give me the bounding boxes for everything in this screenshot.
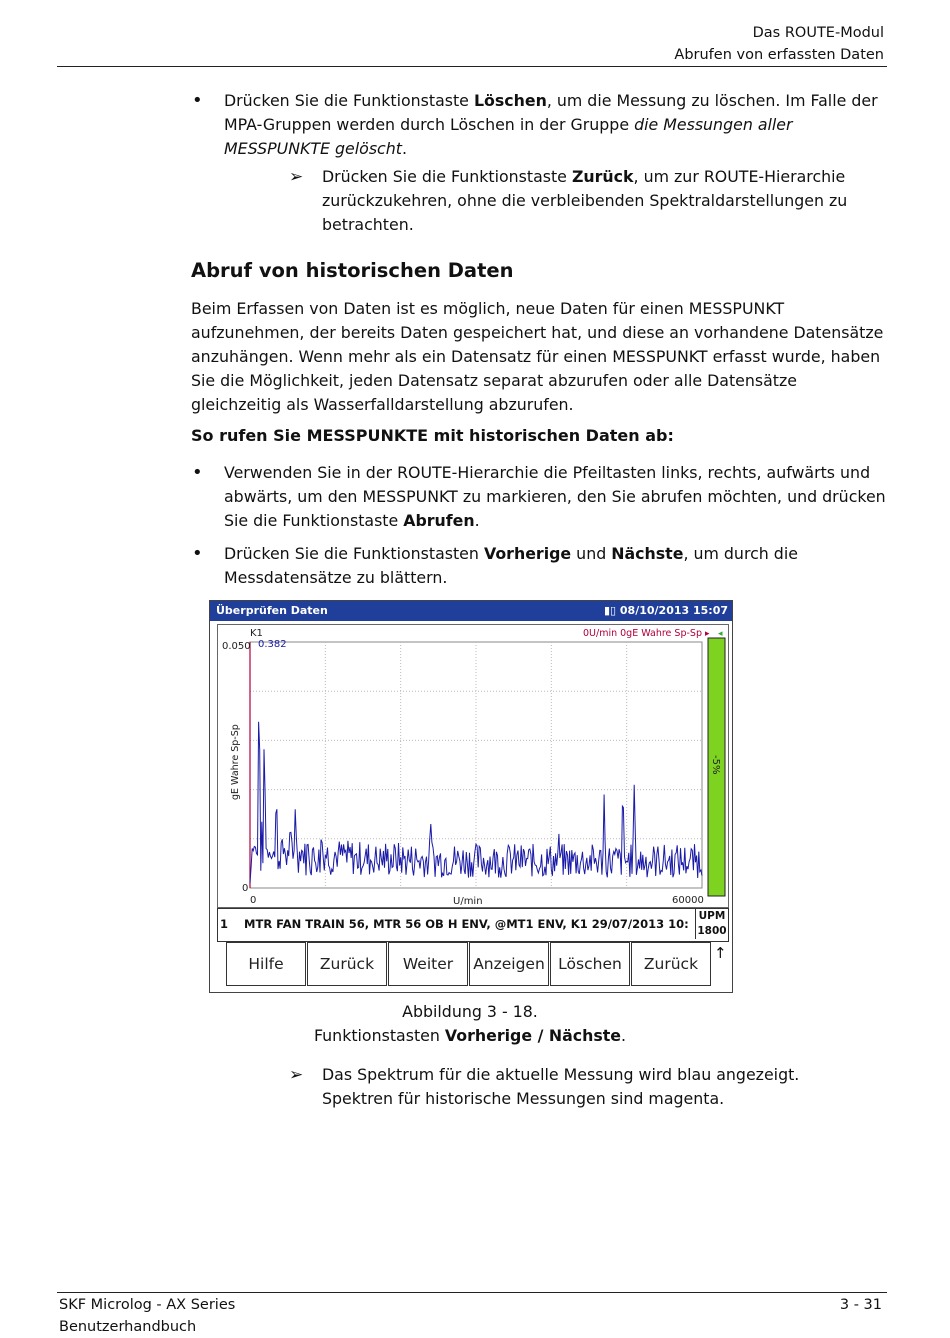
meter-value: -5% — [710, 755, 721, 775]
upm-label: UPM — [698, 910, 726, 922]
fkey-previous-button[interactable]: Zurück — [307, 942, 387, 986]
fkey-next-button[interactable]: Weiter — [388, 942, 468, 986]
figure-caption: Funktionstasten Vorherige / Nächste. — [313, 1026, 627, 1045]
spectrum-svg — [218, 625, 728, 907]
x-axis-label: U/min — [453, 896, 483, 907]
footer-doc-type: Benutzerhandbuch — [59, 1319, 197, 1335]
y-tick-min: 0 — [242, 883, 249, 894]
header-chapter: Das ROUTE-Modul — [752, 25, 884, 41]
plot-grid — [250, 642, 702, 888]
peak-value: 0.382 — [258, 639, 287, 650]
figure-number: Abbildung 3 - 18. — [402, 1002, 538, 1021]
device-titlebar — [210, 601, 732, 621]
bullet-dot: • — [192, 90, 203, 111]
arrow-colors: Das Spektrum für die aktuelle Messung wird blau angezeigt. Spektren für historische Messungen sind magenta. — [322, 1065, 800, 1108]
fkey-back-button[interactable]: Zurück — [631, 942, 711, 986]
header-rule — [57, 66, 887, 67]
arrow-bullet: ➢ — [289, 1065, 304, 1085]
fkey-help-button[interactable]: Hilfe — [226, 942, 306, 986]
footer-rule — [57, 1292, 887, 1293]
spectrum-plot — [217, 624, 729, 908]
channel-label: K1 — [250, 628, 263, 639]
x-tick-min: 0 — [250, 895, 257, 906]
intro-paragraph: Beim Erfassen von Daten ist es möglich, neue Daten für einen MESSPUNKT aufzunehmen, der bereits Daten gespeichert hat, und diese an vorhandene Datensätze anzuhängen. Wenn mehr als ein Datensatz für einen MESSPUNKT erfasst wurde, haben Sie die Möglichkeit, jeden Datensatz separat abzurufen oder alle Datensätze gleichzeitig als Wasserfalldarstellung abzurufen. — [191, 299, 884, 414]
bullet-recall: Verwenden Sie in der ROUTE-Hierarchie die Pfeiltasten links, rechts, aufwärts und abwärts, um den MESSPUNKT zu markieren, den Sie abrufen möchten, und drücken Sie die Funktionstaste Abrufen. — [224, 463, 886, 530]
battery-icon: ▮▯ — [603, 604, 620, 617]
upm-value: 1800 — [697, 925, 727, 937]
measurement-info-bar — [217, 908, 729, 942]
section-heading: Abruf von historischen Daten — [191, 259, 514, 282]
footer-product-name: SKF Microlog - AX Series — [59, 1297, 236, 1313]
signal-icon: ◂ — [718, 629, 723, 639]
y-axis-label: gE Wahre Sp-Sp — [230, 724, 241, 800]
up-arrow-icon: ↑ — [714, 944, 727, 962]
y-tick-max: 0.050 — [222, 641, 251, 652]
marker-arrow-icon: ▸ — [705, 629, 710, 639]
procedure-heading: So rufen Sie MESSPUNKTE mit historischen Daten ab: — [191, 426, 674, 445]
fkey-display-button[interactable]: Anzeigen — [469, 942, 549, 986]
arrow-back: Drücken Sie die Funktionstaste Zurück, um zur ROUTE-Hierarchie zurückzukehren, ohne die verbleibenden Spektraldarstellungen zu betrachten. — [322, 167, 848, 234]
page-number: 3 - 31 — [839, 1297, 882, 1313]
bullet-dot: • — [192, 462, 203, 483]
device-datetime: ▮▯ 08/10/2013 15:07 — [603, 604, 728, 617]
device-screenshot — [209, 600, 733, 993]
bullet-delete: Drücken Sie die Funktionstaste Löschen, um die Messung zu löschen. Im Falle der MPA-Gruppen werden durch Löschen in der Gruppe die Messungen aller MESSPUNKTE gelöscht. — [224, 91, 878, 158]
bullet-dot: • — [192, 543, 203, 564]
header-section: Abrufen von erfassten Daten — [674, 47, 884, 63]
arrow-bullet: ➢ — [289, 167, 304, 187]
x-tick-max: 60000 — [672, 895, 704, 906]
status-readout: 0U/min 0gE Wahre Sp-Sp — [583, 628, 702, 639]
function-keys — [226, 942, 712, 988]
device-title: Überprüfen Daten — [216, 604, 328, 617]
footer-product — [59, 1294, 235, 1338]
bullet-browse: Drücken Sie die Funktionstasten Vorherige und Nächste, um durch die Messdatensätze zu blättern. — [224, 544, 798, 587]
page-header — [674, 22, 884, 66]
measurement-info: 1 MTR FAN TRAIN 56, MTR 56 OB H ENV, @MT1 ENV, K1 29/07/2013 10: — [220, 917, 689, 931]
fkey-delete-button[interactable]: Löschen — [550, 942, 630, 986]
upm-box — [695, 909, 728, 939]
